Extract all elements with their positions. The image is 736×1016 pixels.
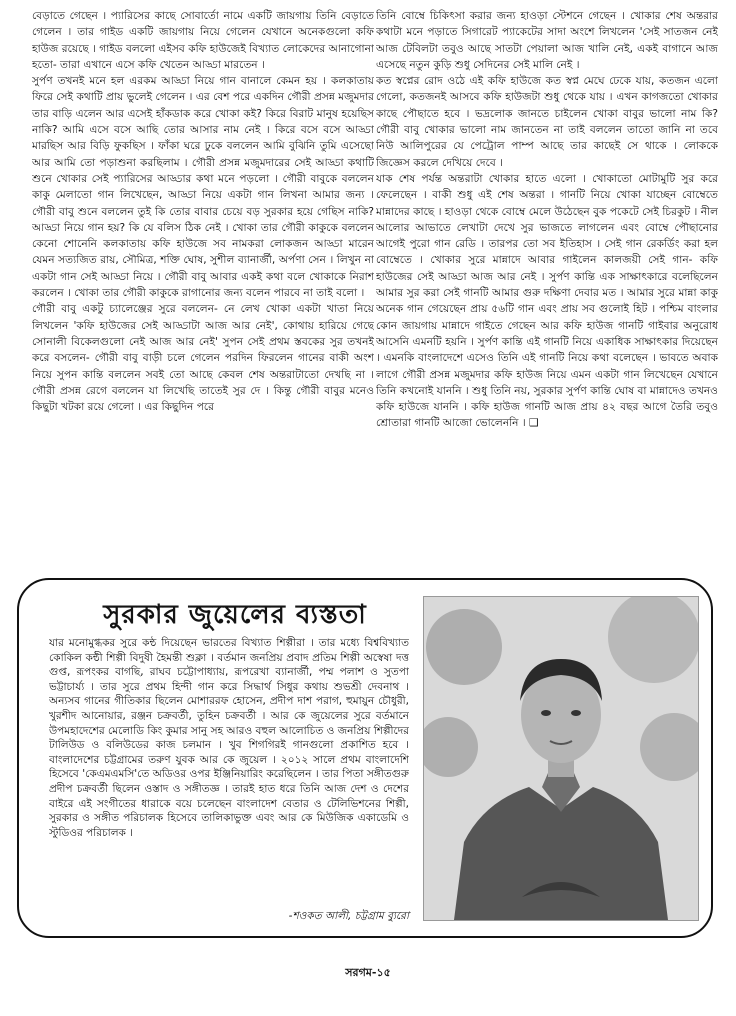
article-paragraph: তিনি বোম্বে চিকিৎসা করার জন্য হাওড়া স্টেশনে গেছেন । খোকার শেষ অন্তরার কথাটা মনে পড়াতে সিগারেট প্যাকেটের সাদা অংশে লিখলেন 'সেই সাতজন নেই আজ টেবিলটা তবুও আছে সাতটা পেয়ালা আজ খালি নেই, একই বাগানে আজ এসেছে নতুন কুড়ি শুধু সেদিনের সেই মালি নেই ।	[376, 10, 718, 71]
feature-byline: -শওকত আলী, চট্টগ্রাম ব্যুরো	[288, 910, 409, 922]
page-footer: সরগম-১৫	[345, 966, 391, 979]
sidebar-feature-box	[17, 578, 713, 938]
portrait-photo	[423, 596, 699, 921]
article-paragraph: যাক শেষ পর্যন্ত অন্তরাটা খোকার হাতে এলো । খোকাতো মোটামুটি সুর করে ফেলেছেন । বাকী শুধু এই শেষ অন্তরা । গানটি নিয়ে খোকা যাচ্ছেন বোম্বেতে মান্নাদের কাছে । হাওড়া থেকে বোম্বে মেলে উঠেছেন বুক পকেটে সেই চিরকুট । নীল আলোর আভাতে লেখাটা দেখে সুর ভাজতে লাগলেন এবং বোম্বে পৌছানোর আগেই পুরো গান রেডি । তারপর তো সব ইতিহাস । সেই গান রেকর্ডিং করা হল বোম্বেতে । খোকার সুরে মান্নাদে আবার গাইলেন কালজয়ী সেই গান- কফি হাউজের সেই আড্ডা আজ আর নেই । সুর্পণ কান্তি এক সাক্ষাৎকারে বলেছিলেন আমার সুর করা সেই গানটি আমার গুরু দক্ষিণা দেবার মত । আমার সুরে মান্না কাকু অনেক গান গেয়েছেন প্রায় ৫৬টি গান এবং প্রায় সব গুলোই হিট । পশ্চিম বাংলার কোন জায়গায় মান্নাদে গাইতে গেছেন আর কফি হাউজ গানটি গাইবার অনুরোধ আসেনি এমনটি হয়নি । সুর্পণ কান্তি এই গানটি নিয়ে একাধিক সাক্ষাৎকার দিয়েছেন । এমনকি বাংলাদেশে এসেও তিনি এই গানটি নিয়ে কথা বলেছেন । ভাবতে অবাক লাগে গৌরী প্রসন্ন মজুমদার কফি হাউজ নিয়ে এমন একটা গান লিখেছেন যেখানে তিনি কখনোই যাননি । শুধু তিনি নয়, সুরকার সুর্পণ কান্তি ঘোষ বা মান্নাদেও তখনও কফি হাউজে যাননি । কফি হাউজ গানটি আজ প্রায় ৪২ বছর আগে তৈরি তবুও শ্রোতারা গানটি আজো ভোলেননি । ❑	[376, 172, 718, 430]
portrait-illustration	[424, 597, 698, 920]
article-paragraph: সুর্পণ তখনই মনে হল এরকম আড্ডা নিয়ে গান বানালে কেমন হয় । কলকাতায় ফিরে সেই কথাটি প্রায় ভুলেই গেলেন । এর বেশ পরে একদিন গৌরী প্রসন্ন মজুমদার তার বাড়ি এলেন আর এসেই হাঁকডাক করে খোকা কই? কিরে বিরাট মানুষ হয়েছিস নাকি? আমি এসে বসে আছি তোর আসার নাম নেই । কিরে বসে বসে আড্ডা মারছিস আর বিড়ি ফুকছিস । ফাঁকা ঘরে ঢুকে বললেন আমি বুঝিনি তুমি এসেছো আর আমি তো পড়াশুনা করছিলাম । গৌরী প্রসন্ন মজুমদারের সেই আড্ডা কথাটি শুনে খোকার সেই প্যারিসের আড্ডার কথা মনে পড়লো । গৌরী বাবুকে বললেন কাকু মেলাতো গান লিখেছেন, আড্ডা নিয়ে একটা গান লিখনা আমার জন্য । গৌরী বাবু শুনে বললেন তুই কি তোর বাবার চেয়ে বড় সুরকার হয়ে গেছিস নাকি? আড্ডা নিয়ে গান হয়? কি যে বলিস ঠিক নেই । খোকা তার গৌরী কাকুকে বললেন কেনো শোনেনি কলকাতায় কফি হাউজে সব নামকরা লোকজন আড্ডা মারেন যেমন সত্যজিত রায়, সৌমিত্র, শক্তি ঘোষ, সুশীল ব্যানার্জী, অর্পণা সেন । লিখুন না একটা গান সেই আড্ডা নিয়ে । গৌরী বাবু আবার একই কথা বলে খোকাকে নিরাশ করলেন । খোকা তার গৌরী কাকুকে রাগানোর জন্য বলেন পারবে না তাই বলো ।	[32, 75, 374, 300]
article-paragraph: বেড়াতে গেছেন । প্যারিসের কাছে সোবার্তো নামে একটি জায়গায় তিনি বেড়াতে গেলেন । তার গাইড একটি জায়গায় নিয়ে গেলেন যেখানে অনেকগুলো কফি হাউজ রয়েছে । গাইড বললো এইসব কফি হাউজেই বিখ্যাত লোকেদের আনাগোনা হতো- তারা এখানে এসে কফি খেতেন আড্ডা মারতেন ।	[32, 10, 374, 71]
feature-body: যার মনোমুগ্ধকর সুরে কন্ঠ দিয়েছেন ভারতের বিখ্যাত শিল্পীরা । তার মধ্যে বিশ্ববিখ্যাত কোকিল কন্ঠী শিল্পী বিদুষী হৈমন্তী শুক্লা । বর্তমান জনপ্রিয় প্রবাদ প্রতিম শিল্পী অস্বেষা দত্ত গুপ্ত, রূপংকর বাগছি, রাঘব চট্টোপাধ্যায়, রূপরেখা ব্যানার্জী, পম্ম পলাশ ও সুতপা ভট্টাচার্য্য । তার সুরে প্রথম হিন্দী গান করে সিদ্ধার্থ সিধুর কথায় শুভশ্রী দেবনাথ । অন্যসব গানের গীতিকার ছিলেন মোশাররফ হোসেন, প্রদীপ দাশ পরাগ, হুমায়ুন চৌধুরী, খুরশীদ আনোয়ার, রঞ্জন চক্রবর্তী, তুহিন চক্রবর্তী । আর কে জুয়েলের সুরে বর্তমানে উপমহাদেশের মেলোডি কিং কুমার সানু সহ আরও বহুল আলোচিত ও জনপ্রিয় শিল্পীদের টালিউড ও বলিউডের কাজ চলমান । খুব শিগগিরই গানগুলো প্রকাশিত হবে । বাংলাদেশের চট্টগ্রামের তরুণ যুবক আর কে জুয়েল । ২০১২ সালে প্রথম বাংলাদেশি হিসেবে 'কেএমএমসি'তে অডিওর ওপর ইঞ্জিনিয়ারিং করেছিলেন । তার পিতা সঙ্গীতগুরু প্রদীপ চক্রবর্তী ছিলেন ওস্তাদ ও সঙ্গীতজ্ঞ । তারই হাত ধরে তিনি আজ দেশ ও দেশের বাইরে এই সংগীতের ধারাকে বয়ে চলেছেন বাংলাদেশ বেতার ও টেলিভিশনের শিল্পী, সুরকার ও সঙ্গীত পরিচালক হিসেবে তালিকাভুক্ত এবং আর কে মিউজিক একাডেমি ও স্টুডিওর পরিচালক ।	[49, 637, 409, 839]
article-left-column	[32, 8, 374, 556]
feature-title: সুরকার জুয়েলের ব্যস্ততা	[103, 600, 367, 630]
article-paragraph: কত স্বপ্নের রোদ ওঠে এই কফি হাউজে কত স্বপ্ন মেঘে ঢেকে যায়, কতজন এলো গেলো, কতজনই আসবে কফি হাউজটা শুধু থেকে যায় । এখন কাগজতো খোকার কাছে পৌছাতে হবে । ভদ্রলোক জানতে চাইলেন খোকা বাবুর ভালো নাম কি? গৌরী বাবু খোকার ভালো নাম জানতেন না তাই বললেন তাতো জানি না তবে নিউ আলিপুরের যে পেট্রোল পাম্প আছে তার কাছেই সে থাকে । লোককে জিজ্ঞেস করলে দেখিয়ে দেবে ।	[376, 75, 718, 169]
article-paragraph: গৌরী বাবু একটু চ্যালেঞ্জের সুরে বললেন- নে লেখ খোকা একটা খাতা নিয়ে লিখলেন 'কফি হাউজের সেই আড্ডাটা আজ আর নেই', কোথায় হারিয়ে গেছে সোনালী বিকেলগুলো নেই আজ আর নেই' সুপন সেই প্রথম স্তবকের সুর তখনই করে বসলেন- গৌরী বাবু বাড়ী চলে গেলেন পরদিন ফিরলেন গানের বাকী অংশ নিয়ে সুপন কান্তি বললেন সবই তো আছে কেবল শেষ অন্তরাটাতো দেখছি না । গৌরী প্রসন্ন রেগে বললেন যা লিখেছি তাতেই সুর দে । কিন্তু গৌরী বাবুর মনেও কিছুটা খটকা রয়ে গেলো । এর কিছুদিন পরে	[32, 303, 374, 414]
article-right-column	[376, 8, 718, 568]
